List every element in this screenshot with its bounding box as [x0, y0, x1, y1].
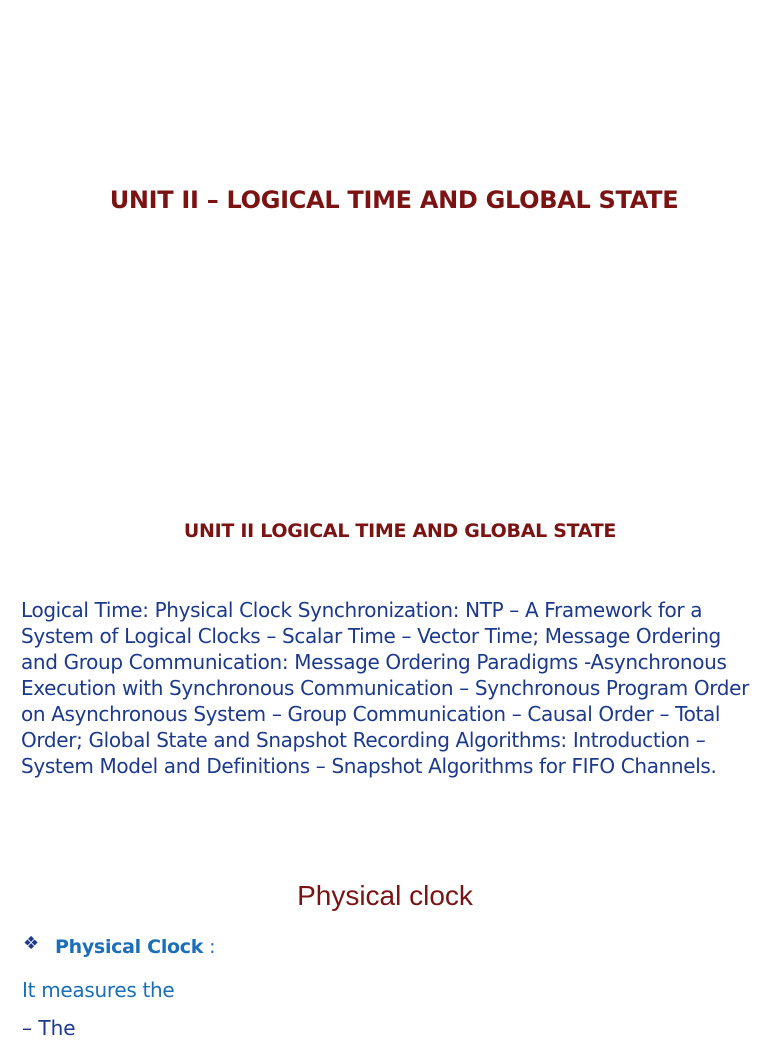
physical-clock-heading: Physical clock [297, 880, 473, 911]
diamond-bullet-icon: ❖ [23, 933, 40, 954]
syllabus-text: Logical Time: Physical Clock Synchronization: NTP – A Framework for a System of Logical Clocks – Scalar Time – Vector Time; Message Ordering and Group Communication: Message Ordering Paradigms -Asynchronous Execution with Synchronous Communication – Synchronous Program Order on Asynchronous System – Group Communication – Causal Order – Total Order; Global State and Snapshot Recording Algorithms: Introduction – System Model and Definitions – Snapshot Algorithms for FIFO Channels. [21, 598, 749, 778]
section-heading: UNIT II LOGICAL TIME AND GLOBAL STATE [183, 520, 617, 542]
page-title: UNIT II – LOGICAL TIME AND GLOBAL STATE [109, 186, 679, 214]
body-text: It measures the [22, 978, 175, 1002]
bullet-colon: : [209, 936, 216, 958]
bullet-item [23, 933, 216, 958]
bullet-term: Physical Clock [55, 936, 204, 958]
cut-off-text: – The [22, 1016, 76, 1040]
